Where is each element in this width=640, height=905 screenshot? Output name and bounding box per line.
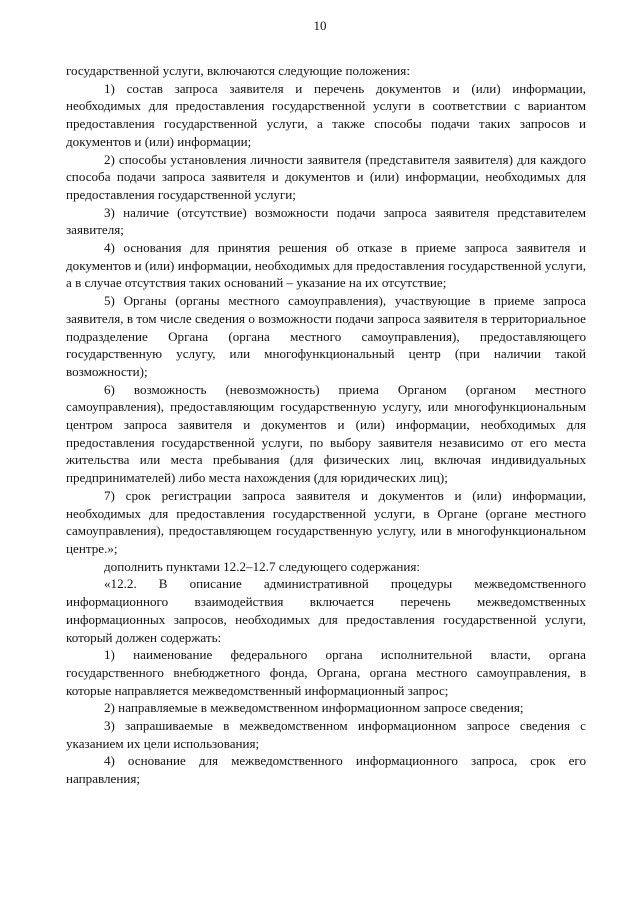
paragraph-clause-12-2: «12.2. В описание административной процедуры межведомственного информационного взаимодействия включается перечень межведомственных информационных запросов, необходимых для предоставления государственной услуги, который должен содержать: (66, 576, 586, 645)
paragraph-item-2: 2) способы установления личности заявителя (представителя заявителя) для каждого способа подачи запроса заявителя и документов и (или) информации, необходимых для предоставления государственной услуги; (66, 151, 586, 202)
paragraph-subitem-4: 4) основание для межведомственного информационного запроса, срок его направления; (66, 753, 586, 787)
paragraph-item-7: 7) срок регистрации запроса заявителя и документов и (или) информации, необходимых для предоставления государственной услуги, в Органе (органе местного самоуправления), предоставляющем государственную услугу, или в многофункциональном центре.»; (66, 487, 586, 556)
paragraph-intro: государственной услуги, включаются следующие положения: (66, 63, 410, 78)
paragraph-amendment: дополнить пунктами 12.2–12.7 следующего содержания: (104, 558, 421, 574)
paragraph-item-3: 3) наличие (отсутствие) возможности подачи запроса заявителя представителем заявителя; (66, 204, 586, 238)
paragraph-subitem-1: 1) наименование федерального органа исполнительной власти, органа государственного внебюджетного фонда, Органа, органа местного самоуправления, в которые направляется межведомственный информационный запрос; (66, 647, 586, 698)
paragraph-item-5: 5) Органы (органы местного самоуправления), участвующие в приеме запроса заявителя, в том числе сведения о возможности подачи запроса заявителя в территориальное подразделение Органа (органа местного самоуправления), предоставляющего государственную услугу, или многофункциональный центр (при наличии такой возможности); (66, 293, 586, 379)
paragraph-item-1: 1) состав запроса заявителя и перечень документов и (или) информации, необходимых для предоставления государственной услуги в соответствии с вариантом предоставления государственной услуги, а также способы подачи таких запросов и документов и (или) информации; (66, 80, 586, 149)
paragraph-subitem-3: 3) запрашиваемые в межведомственном информационном запросе сведения с указанием их цели использования; (66, 718, 586, 751)
document-body (66, 62, 586, 788)
paragraph-item-6: 6) возможность (невозможность) приема Органом (органом местного самоуправления), предоставляющим государственную услугу, или многофункциональным центром запроса заявителя и документов и (или) информации, необходимых для предоставления государственной услуги, по выбору заявителя независимо от его места жительства или места пребывания (для физических лиц, включая индивидуальных предпринимателей) либо места нахождения (для юридических лиц); (66, 381, 586, 486)
page-number: 10 (313, 18, 327, 33)
paragraph-subitem-2: 2) направляемые в межведомственном информационном запросе сведения; (104, 700, 524, 716)
paragraph-item-4: 4) основания для принятия решения об отказе в приеме запроса заявителя и документов и (или) информации, необходимых для предоставления государственной услуги, а в случае отсутствия таких оснований – указание на их отсутствие; (66, 240, 586, 291)
